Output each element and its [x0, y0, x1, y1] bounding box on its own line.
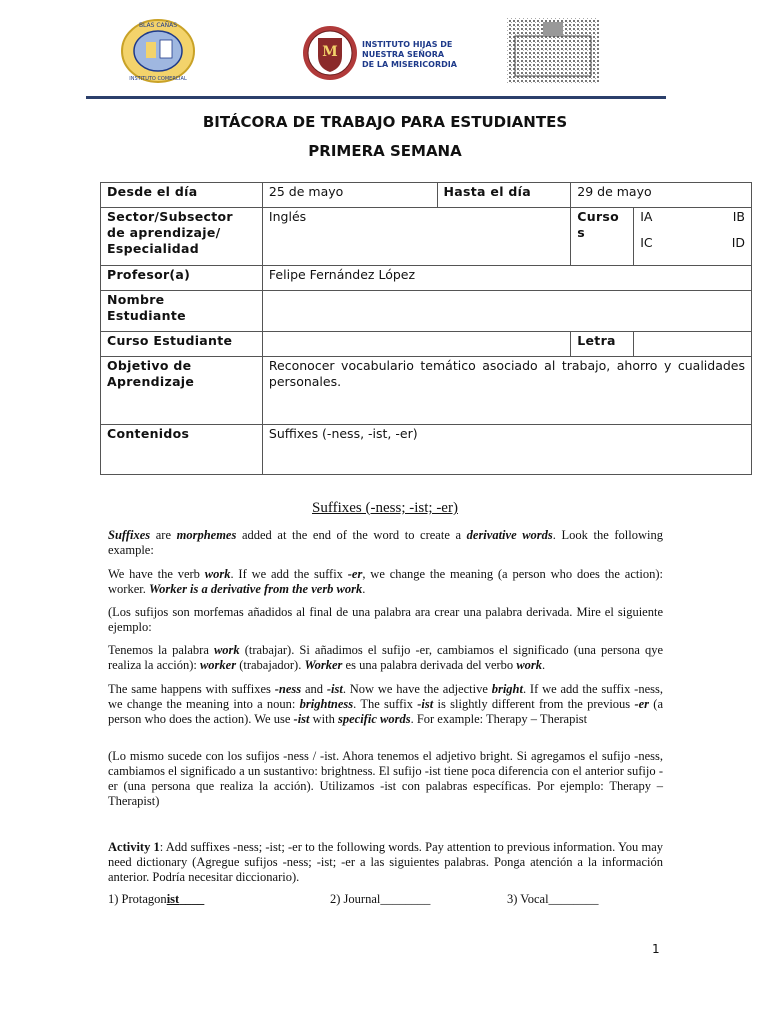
desde-value: 25 de mayo — [262, 183, 437, 208]
cursos-list — [634, 208, 752, 266]
hasta-label: Hasta el día — [437, 183, 571, 208]
paragraph-1: Suffixes are morphemes added at the end of the word to create a derivative words. Look the following example: — [108, 528, 663, 557]
svg-text:M: M — [322, 44, 338, 60]
svg-text:INSTITUTO COMERCIAL: INSTITUTO COMERCIAL — [129, 76, 187, 82]
objetivo-value: Reconocer vocabulario temático asociado al trabajo, ahorro y cualidades personales. — [262, 357, 751, 425]
letra-label: Letra — [571, 332, 634, 357]
objetivo-label: Objetivo de Aprendizaje — [101, 357, 263, 425]
activity-item-3[interactable]: 3) Vocal________ — [507, 892, 599, 906]
info-table — [100, 182, 752, 475]
activity-label: Activity 1 — [108, 840, 160, 854]
activity-item-2[interactable]: 2) Journal________ — [330, 892, 431, 906]
letra-field[interactable] — [634, 332, 752, 357]
page-title: BITÁCORA DE TRABAJO PARA ESTUDIANTES — [202, 113, 568, 131]
header-rule — [86, 96, 666, 99]
curso-ic: IC — [640, 235, 653, 250]
profesor-label: Profesor(a) — [101, 266, 263, 291]
curso-ib: IB — [732, 209, 745, 224]
activity-instructions: Activity 1: Add suffixes -ness; -ist; -er to the following words. Pay attention to previous information. You may need dictionary (Agregue sufijos -ness; -ist; -er a las siguientes palabras. Ponga atención a la información anterior. Podría necesitar diccionario). — [108, 840, 663, 884]
contenidos-value: Suffixes (-ness, -ist, -er) — [262, 425, 751, 475]
contenidos-label: Contenidos — [101, 425, 263, 475]
cursos-label: Curso s — [571, 208, 634, 266]
school-building-logo — [505, 16, 601, 86]
page-subtitle: PRIMERA SEMANA — [308, 142, 462, 160]
profesor-value: Felipe Fernández López — [262, 266, 751, 291]
institution-crest — [302, 24, 358, 82]
nombre-label: Nombre Estudiante — [101, 291, 263, 332]
hasta-value: 29 de mayo — [571, 183, 752, 208]
institution-name: INSTITUTO HIJAS DE NUESTRA SEÑORA DE LA MISERICORDIA — [362, 40, 457, 69]
paragraph-5: The same happens with suffixes -ness and -ist. Now we have the adjective bright. If we add the suffix -ness, we change the meaning into a noun: brightness. The suffix -ist is slightly different from the previous -er (a person who does the action). We use -ist with specific words. For example: Therapy – Therapist — [108, 682, 663, 726]
paragraph-2: We have the verb work. If we add the suffix -er, we change the meaning (a person who does the action): worker. Worker is a derivative from the verb work. — [108, 567, 663, 596]
nombre-field[interactable] — [262, 291, 751, 332]
page-number: 1 — [652, 942, 660, 956]
curso-id: ID — [731, 235, 745, 250]
svg-text:BLAS CAÑAS: BLAS CAÑAS — [138, 22, 178, 29]
section-title: Suffixes (-ness; -ist; -er) — [312, 500, 458, 516]
desde-label: Desde el día — [101, 183, 263, 208]
curso-estudiante-label: Curso Estudiante — [101, 332, 263, 357]
paragraph-3: (Los sufijos son morfemas añadidos al final de una palabra ara crear una palabra derivada. Mire el siguiente ejemplo: — [108, 605, 663, 634]
sector-value: Inglés — [262, 208, 570, 266]
paragraph-4: Tenemos la palabra work (trabajar). Si añadimos el sufijo -er, cambiamos el significado (una persona qye realiza la acción): worker (trabajador). Worker es una palabra derivada del verbo work. — [108, 643, 664, 672]
paragraph-6: (Lo mismo sucede con los sufijos -ness / -ist. Ahora tenemos el adjetivo bright. Si agregamos el sufijo -ness, cambiamos el significado a un sustantivo: brightness. El sufijo -ist tiene poca diferencia con el anterior sufijo -er (una persona que realiza la acción). Utilizamos -ist con palabras específicas. Por ejemplo: Therapy – Therapist) — [108, 749, 663, 808]
sector-label: Sector/Subsector de aprendizaje/ Especialidad — [101, 208, 263, 266]
curso-estudiante-field[interactable] — [262, 332, 570, 357]
blas-canas-logo — [120, 18, 196, 84]
activity-item-1[interactable]: 1) Protagonist____ — [108, 892, 205, 906]
curso-ia: IA — [640, 209, 653, 224]
